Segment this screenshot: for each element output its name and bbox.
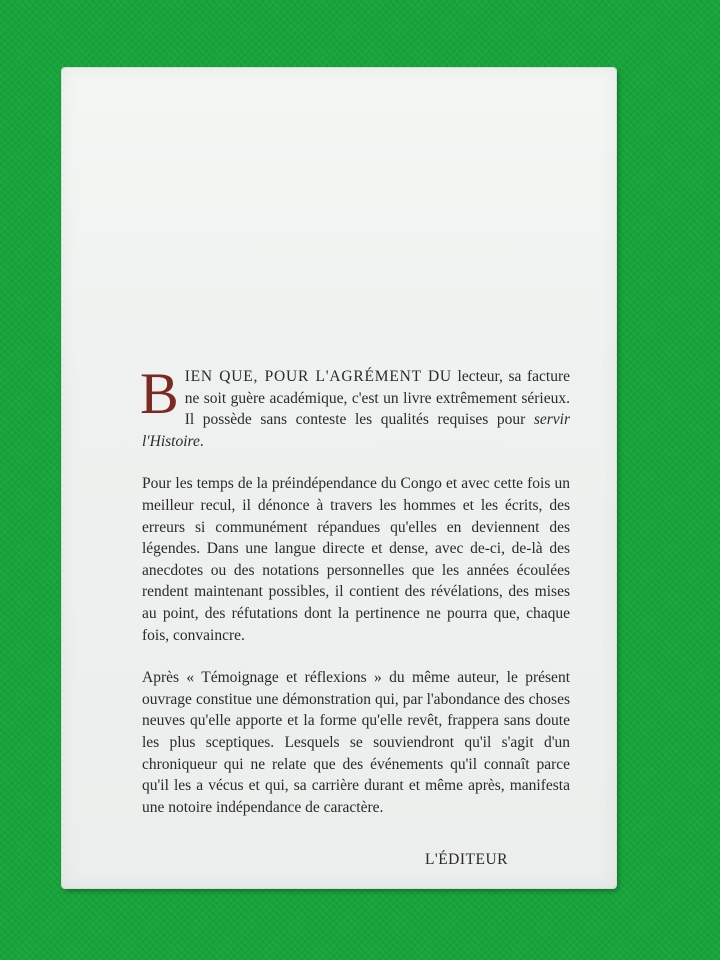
paragraph-3: Après « Témoignage et réflexions » du même auteur, le présent ouvrage constitue une démonstration qui, par l'abondance des choses neuves qu'elle apporte et la forme qu'elle revêt, frappera sans doute les plus sceptiques. Lesquels se souviendront qu'il s'agit d'un chroniqueur qui ne relate que des événements qu'il connaît parce qu'il les a vécus et qui, sa carrière durant et même après, manifesta une notoire indépendance de caractère.: [142, 669, 570, 816]
intro-italic: servir l'Histoire: [142, 411, 570, 450]
intro-end: .: [199, 432, 204, 450]
intro-lead: IEN QUE, POUR L'AGRÉMENT DU: [184, 368, 452, 385]
publisher-signature: L'ÉDITEUR: [424, 851, 508, 868]
book-back-cover: [62, 68, 616, 888]
intro-text: lecteur, sa facture ne soit guère académique, c'est un livre extrêmement sérieux. Il possède sans conteste les qualités requises pour: [184, 368, 570, 429]
drop-cap: B: [140, 361, 179, 426]
intro-paragraph: [140, 361, 570, 452]
cover-text: [140, 361, 570, 818]
paragraph-2: Pour les temps de la préindépendance du Congo et avec cette fois un meilleur recul, il dénonce à travers les hommes et les écrits, des erreurs si communément répandues qu'elles en deviennent des légendes. Dans une langue directe et dense, avec de-ci, de-là des anecdotes ou des notations personnelles que les années écoulées rendent maintenant possibles, il contient des révélations, des mises au point, des réfutations dont la pertinence ne pourra que, chaque fois, convaincre.: [142, 475, 570, 644]
